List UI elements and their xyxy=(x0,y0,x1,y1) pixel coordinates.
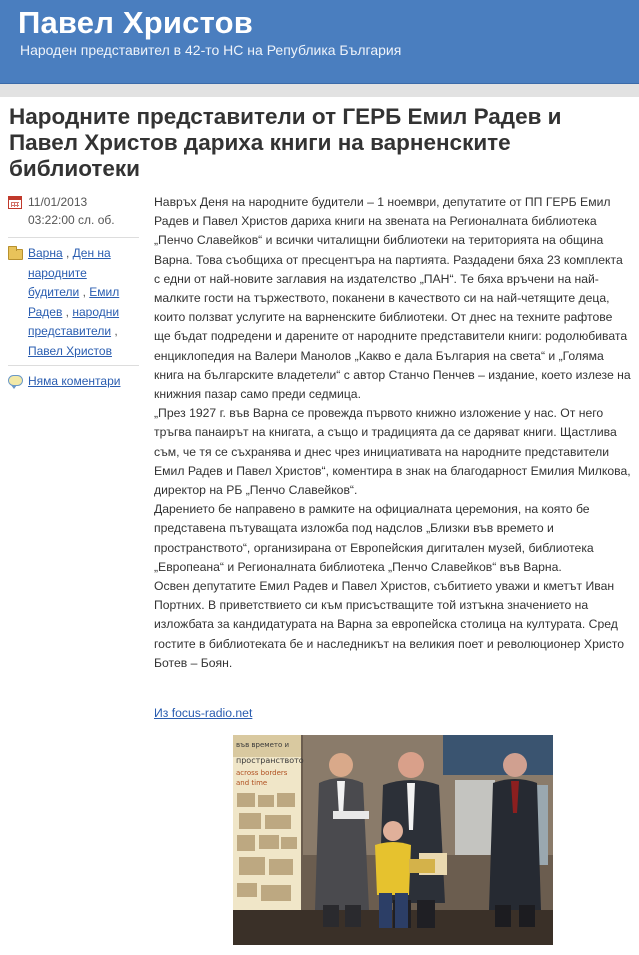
comment-bubble-icon xyxy=(8,375,23,386)
site-title-link[interactable]: Павел Христов xyxy=(18,5,253,40)
category-link-varna[interactable]: Варна xyxy=(28,246,63,260)
banner-text: and time xyxy=(236,779,268,787)
source-link[interactable]: Из focus-radio.net xyxy=(154,706,253,720)
post-meta-sidebar xyxy=(8,193,139,390)
event-photo xyxy=(233,735,553,945)
banner-text: пространството xyxy=(236,756,304,765)
post-body xyxy=(154,193,632,673)
category-link-narodni-predstaviteli[interactable]: народни представители xyxy=(28,304,120,338)
site-description: Народен представител в 42-то НС на Република България xyxy=(20,42,402,58)
site-header xyxy=(0,0,639,84)
post-title: Народните представители от ГЕРБ Емил Радев и Павел Христов дариха книги на варненските библиотеки xyxy=(9,104,562,181)
folder-icon xyxy=(8,249,23,260)
calendar-icon xyxy=(8,196,22,209)
post-date-block xyxy=(8,193,139,233)
post-paragraph: „През 1927 г. във Варна се провежда първото книжно изложение у нас. От него тръгва панаирът на книгата, а също и традицията да се даряват книги. Щастлива съм, че тя се съхранява и днес чрез инициативата на народните представители Емил Радев и Павел Христов“, коментира в знак на благодарност Емилия Милкова, директор на РБ „Пенчо Славейков“. xyxy=(154,406,631,498)
comments-link[interactable]: Няма коментари xyxy=(28,374,121,388)
banner-text: във времето и xyxy=(236,741,290,749)
category-link-pavel-hristov[interactable]: Павел Христов xyxy=(28,343,112,358)
post-categories: Варна , Ден на народните будители , Емил Радев , народни представители , Павел Христов xyxy=(8,244,139,361)
post-paragraph: Навръх Деня на народните будители – 1 ноември, депутатите от ПП ГЕРБ Емил Радев и Павел Христов дариха книги на звената на Регионалната библиотека „Пенчо Славейков“ и всички читалищни библиотеки на територията на община Варна. Това съобщиха от пресцентъра на партията. Раздадени бяха 23 комплекта с едни от най-новите заглавия на издателство „ПАН“. Те бяха връчени на най-малките гости на тържеството, поканени в качеството си на най-четящите деца, които ползват услугите на варненските библиотеки. От днес на техните рафтове ще бъдат подредени и дарените от народните представители книги: родолюбивата енциклопедия на Валери Манолов „Какво е дала България на света“ и „Голяма книга на българските владетели“ с автор Станчо Пенчев – издание, което излезе на книжния пазар само преди седмица. xyxy=(154,195,631,402)
source-line xyxy=(154,704,252,722)
meta-divider xyxy=(8,365,139,366)
post-comments-block xyxy=(8,372,139,390)
header-divider-band xyxy=(0,84,639,97)
banner-text: across borders xyxy=(236,769,288,777)
post-paragraph: Освен депутатите Емил Радев и Павел Христов, събитието уважи и кметът Иван Портних. В приветствието си към присъстващите той изтъкна значението на изложбата за кандидатурата на Варна за европейска столица на културата. Сред гостите в библиотеката бе и наследникът на великия поет и революционер Христо Ботев – Боян. xyxy=(154,579,624,670)
post-paragraph: Дарението бе направено в рамките на официалната церемония, на която бе представена пътуващата изложба под надслов „Близки във времето и пространството“, организирана от Европейския дигитален музей, библиотека „Европеана“ и Регионалната библиотека „Пенчо Славейков“ във Варна. xyxy=(154,502,594,574)
meta-divider xyxy=(8,237,139,238)
category-link-buditeli[interactable]: Ден на народните будители xyxy=(28,246,111,299)
post-time: 03:22:00 сл. об. xyxy=(28,213,115,227)
category-link-emil-radev[interactable]: Емил Радев xyxy=(28,285,120,319)
post-date: 11/01/2013 xyxy=(28,195,88,209)
